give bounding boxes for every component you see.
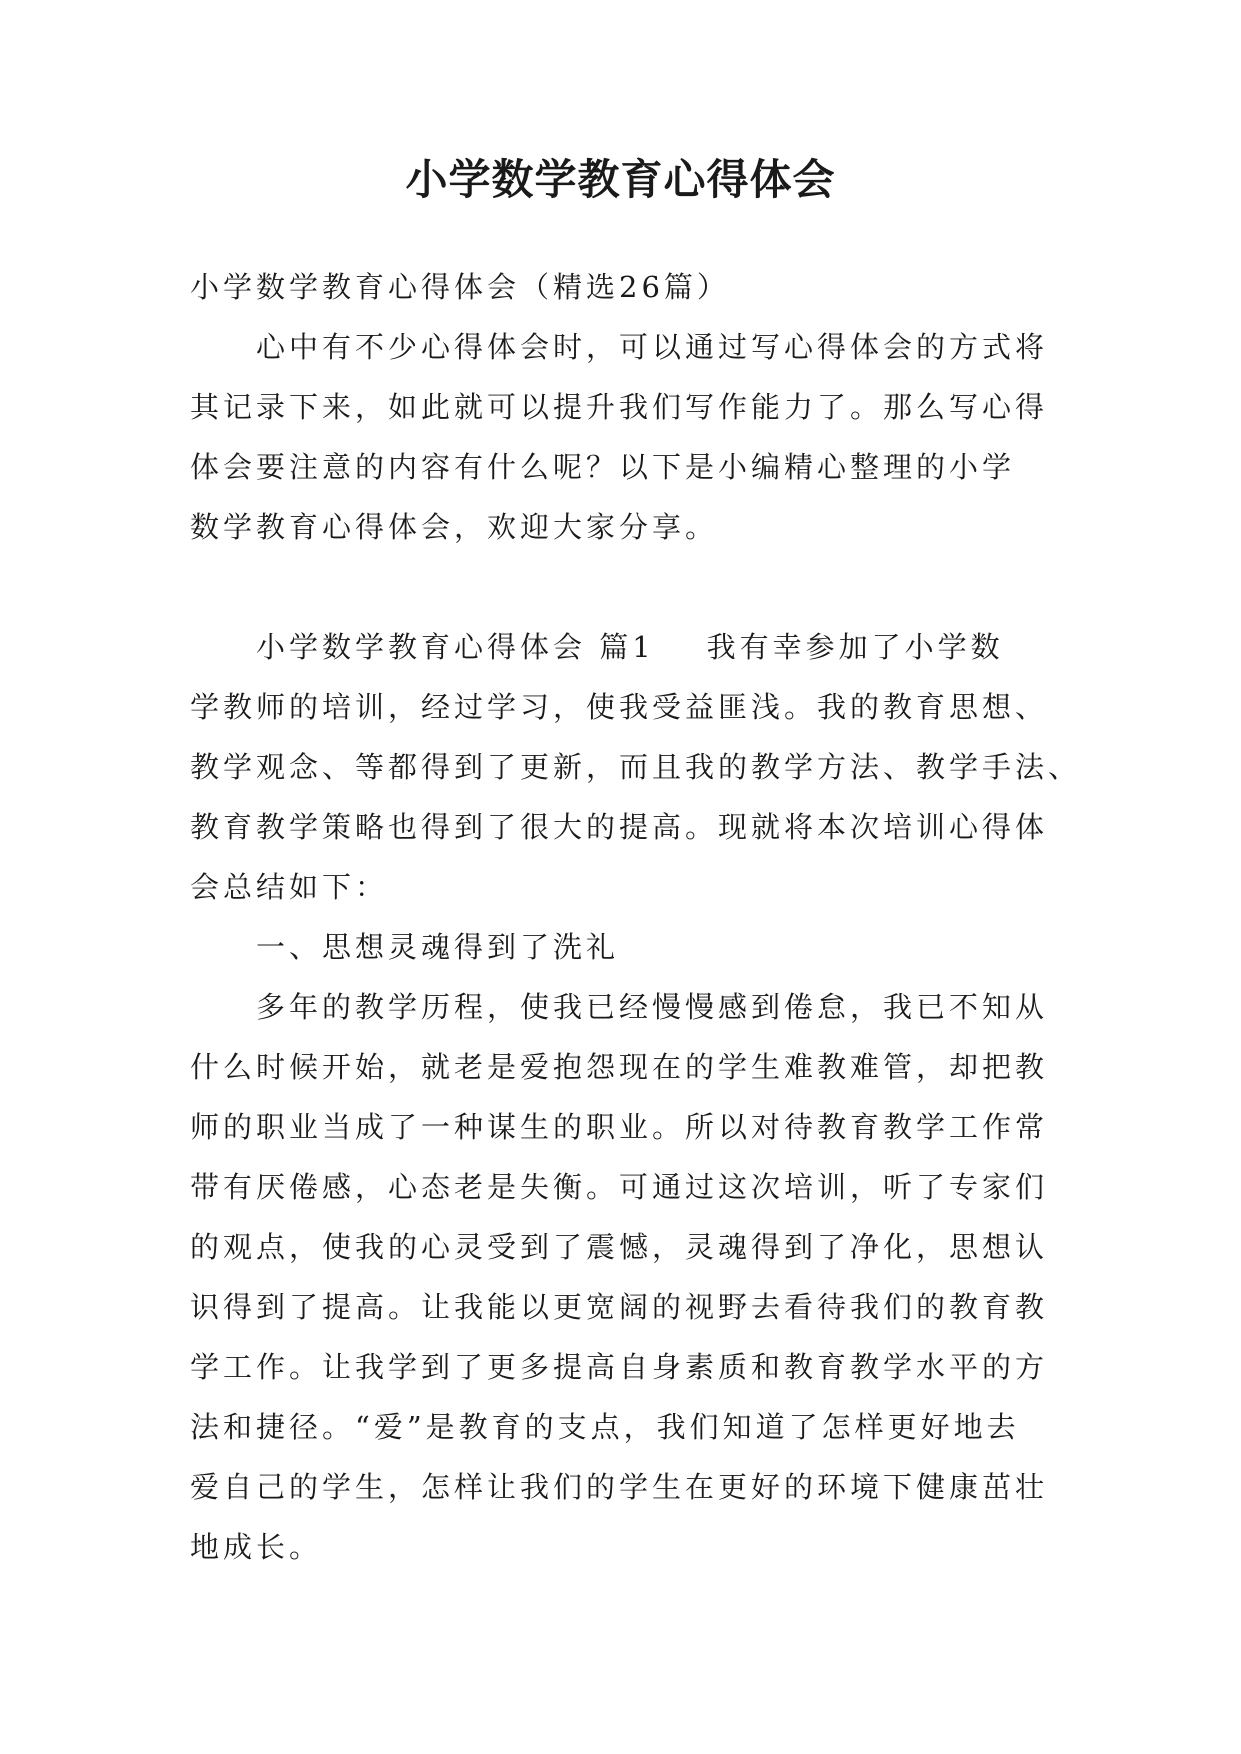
document-title: 小学数学教育心得体会: [405, 155, 836, 204]
section-line: 会总结如下：: [190, 870, 389, 904]
intro-line: 数学教育心得体会，欢迎大家分享。: [190, 510, 719, 544]
paragraph-line: 带有厌倦感，心态老是失衡。可通过这次培训，听了专家们: [190, 1170, 1049, 1204]
paragraph-line: 地成长。: [190, 1530, 323, 1564]
intro-line: 其记录下来，如此就可以提升我们写作能力了。那么写心得: [190, 390, 1049, 424]
section-first-line: 我有幸参加了小学数: [706, 630, 1004, 664]
subheading: 一、思想灵魂得到了洗礼: [256, 930, 620, 964]
intro-line: 体会要注意的内容有什么呢？以下是小编精心整理的小学: [190, 450, 1016, 484]
document-subtitle: 小学数学教育心得体会（精选26篇）: [190, 270, 730, 304]
paragraph-spacer: [190, 557, 1070, 617]
paragraph-line: 爱自己的学生，怎样让我们的学生在更好的环境下健康茁壮: [190, 1470, 1049, 1504]
paragraph-line: 多年的教学历程，使我已经慢慢感到倦怠，我已不知从: [256, 990, 1049, 1024]
section-line: 教学观念、等都得到了更新，而且我的教学方法、教学手法、: [190, 750, 1082, 784]
section-heading: 小学数学教育心得体会 篇1: [256, 630, 655, 664]
paragraph-line: 学工作。让我学到了更多提高自身素质和教育教学水平的方: [190, 1350, 1049, 1384]
section-line: 学教师的培训，经过学习，使我受益匪浅。我的教育思想、: [190, 690, 1049, 724]
paragraph-line: 法和捷径。“爱”是教育的支点，我们知道了怎样更好地去: [190, 1410, 1020, 1444]
section-heading-line: [190, 617, 1070, 677]
paragraph-line: 师的职业当成了一种谋生的职业。所以对待教育教学工作常: [190, 1110, 1049, 1144]
paragraph-line: 的观点，使我的心灵受到了震憾，灵魂得到了净化，思想认: [190, 1230, 1049, 1264]
section-line: 教育教学策略也得到了很大的提高。现就将本次培训心得体: [190, 810, 1049, 844]
paragraph-line: 什么时候开始，就老是爱抱怨现在的学生难教难管，却把教: [190, 1050, 1049, 1084]
paragraph-line: 识得到了提高。让我能以更宽阔的视野去看待我们的教育教: [190, 1290, 1049, 1324]
document-body: [190, 257, 1082, 1577]
intro-line: 心中有不少心得体会时，可以通过写心得体会的方式将: [256, 330, 1049, 364]
